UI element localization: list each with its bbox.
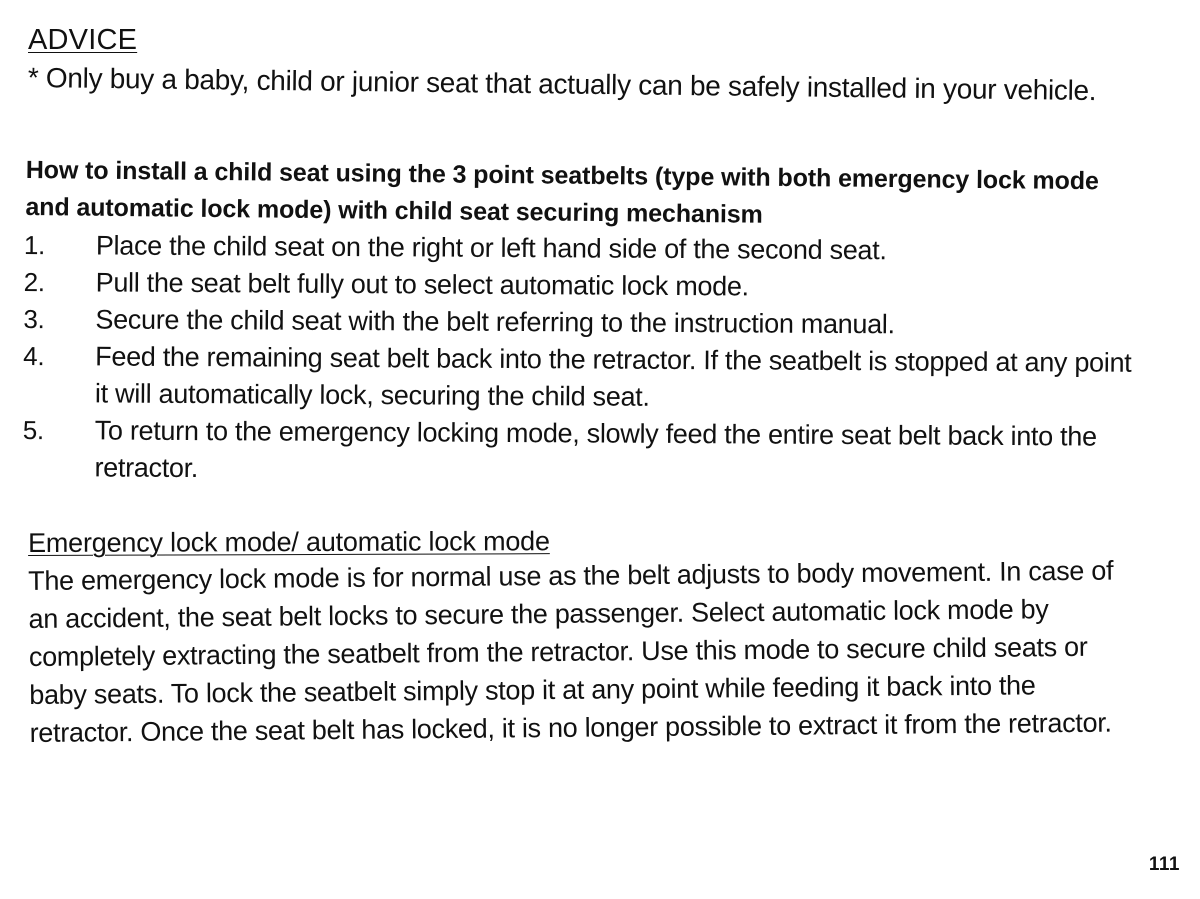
step-text: Pull the seat belt fully out to select automatic lock mode. <box>95 267 749 302</box>
step-number: 3. <box>23 303 45 335</box>
step-number: 1. <box>23 229 46 261</box>
install-heading: How to install a child seat using the 3 point seatbelts (type with both emergency lock mode and automatic lock mode) with child seat securing mechanism <box>25 155 1099 229</box>
step-text: Place the child seat on the right or left hand side of the second seat. <box>95 230 887 266</box>
step-text: Feed the remaining seat belt back into the retractor. If the seatbelt is stopped at any point it will automatically lock, securing the child seat. <box>94 341 1132 412</box>
step-number: 5. <box>22 414 44 446</box>
step-item <box>23 338 1143 419</box>
step-item <box>22 412 1142 493</box>
advice-text: * Only buy a baby, child or junior seat that actually can be safely installed in your vehicle. <box>27 62 1097 107</box>
step-text: To return to the emergency locking mode, slowly feed the entire seat belt back into the retractor. <box>94 415 1097 484</box>
page-number: 111 <box>1148 854 1180 875</box>
step-number: 4. <box>23 340 45 372</box>
lock-modes-body: The emergency lock mode is for normal use as the belt adjusts to body movement. In case of an accident, the seat belt locks to secure the passenger. Select automatic lock mode by completely extracting the seatbelt from the retractor. Use this mode to secure child seats or baby seats. To lock the seatbelt simply stop it at any point while feeding it back into the retractor. Once the seat belt has locked, it is no longer possible to extract it from the retractor. <box>28 555 1114 748</box>
step-text: Secure the child seat with the belt referring to the instruction manual. <box>95 304 895 340</box>
lock-modes-heading: Emergency lock mode/ automatic lock mode <box>28 526 550 558</box>
install-steps-list <box>22 227 1144 493</box>
step-number: 2. <box>23 266 45 298</box>
advice-heading: ADVICE <box>28 24 138 56</box>
